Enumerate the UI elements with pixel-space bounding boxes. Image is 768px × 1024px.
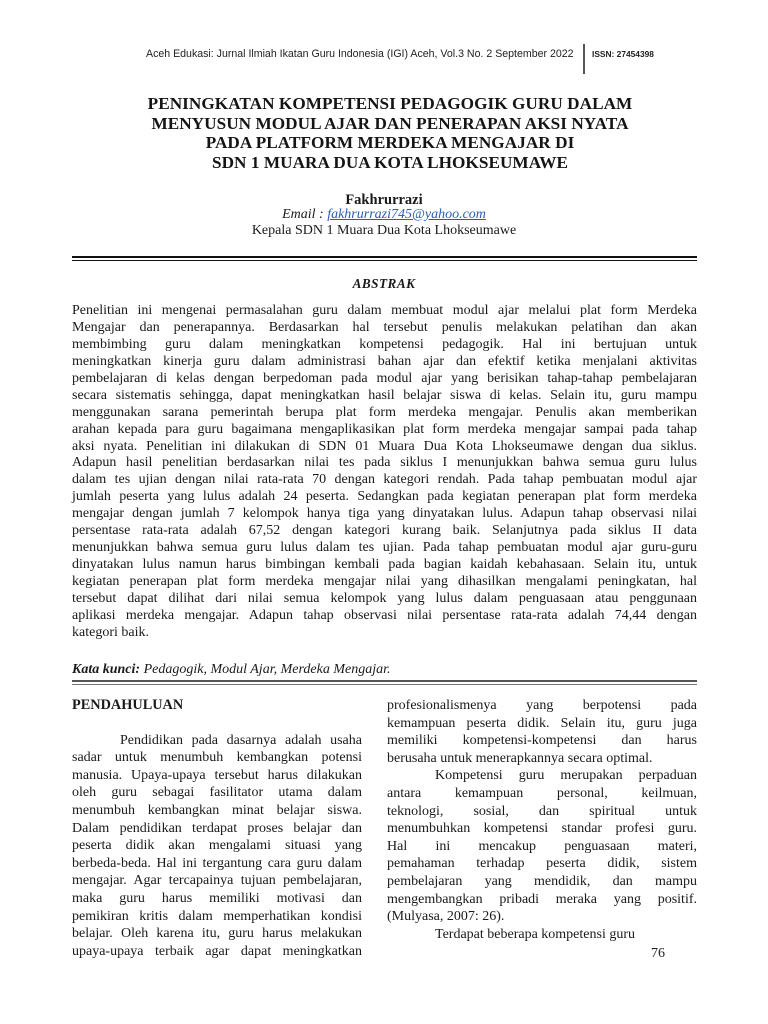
- body-line: Dalam pendidikan terdapat proses belajar dan: [72, 820, 362, 836]
- abstract-line: Mengajar dan penerapannya. Berdasarkan hal tersebut penulis melakukan pelatihan dan akan: [72, 319, 697, 335]
- right-column: [387, 697, 697, 943]
- journal-citation: Aceh Edukasi: Jurnal Ilmiah Ikatan Guru Indonesia (IGI) Aceh, Vol.3 No. 2 September 2022: [146, 48, 574, 60]
- email-link[interactable]: fakhrurrazi745@yahoo.com: [327, 207, 486, 222]
- author-name: Fakhrurrazi: [345, 192, 423, 208]
- body-line: (Mulyasa, 2007: 26).: [387, 909, 505, 925]
- body-line: Terdapat beberapa kompetensi guru: [435, 926, 635, 942]
- title-line: MENYUSUN MODUL AJAR DAN PENERAPAN AKSI NYATA: [151, 113, 629, 133]
- title-line: SDN 1 MUARA DUA KOTA LHOKSEUMAWE: [211, 152, 569, 172]
- abstract-line: menggunakan sarana pemerintah berupa plat form merdeka mengajar. Penulis akan memberikan: [72, 404, 697, 420]
- body-line: berusaha untuk menerapkannya secara optimal.: [387, 750, 653, 766]
- running-header: [0, 40, 768, 70]
- abstract-line: menunjukkan bahwa semua guru lulus dalam tes ujian. Pada tahap pembuatan modul ajar guru-guru: [72, 540, 697, 556]
- abstract-line: aksi nyata. Penelitian ini dilakukan di SDN 01 Muara Dua Kota Lhokseumawe dengan dua siklus.: [72, 438, 697, 454]
- paper-title: [100, 94, 680, 172]
- abstract-line: arahan kepada para guru bagaimana mengaplikasikan plat form merdeka mengajar sampai pada tahap: [72, 421, 697, 437]
- author-email-line: [0, 207, 768, 223]
- author-affiliation: Kepala SDN 1 Muara Dua Kota Lhokseumawe: [251, 223, 517, 238]
- body-line: belajar. Oleh karena itu, guru harus melakukan: [72, 926, 362, 942]
- body-line: Hal ini mencakup penguasaan materi,: [387, 838, 697, 854]
- keywords-label: Kata kunci:: [72, 662, 141, 677]
- abstract-line: pembelajaran di kelas dengan berpedoman pada modul ajar yang berisikan tahap-tahap pembelajaran: [72, 370, 697, 386]
- abstract-line: dinyatakan lulus namun harus bimbingan kembali pada bagian kaidah kebahasaan. Selain itu, untuk: [72, 557, 697, 573]
- header-separator: [583, 44, 585, 74]
- body-line: pemikiran kritis dalam memperhatikan kondisi: [72, 908, 362, 924]
- abstract-line: meningkatkan kinerja guru dalam administrasi bahan ajar dan efektif ketika menjalani aktivitas: [72, 353, 697, 369]
- body-line: Kompetensi guru merupakan perpaduan: [435, 768, 697, 784]
- body-line: profesionalismenya yang berpotensi pada: [387, 698, 697, 713]
- abstract-body: [72, 303, 697, 642]
- abstract-line: persentase rata-rata adalah 67,52 dengan kategori kurang baik. Selanjutnya pada siklus II data: [72, 523, 697, 539]
- abstract-line: membimbing guru dalam meningkatkan kompetensi pedagogik. Hal ini bertujuan untuk: [72, 336, 697, 352]
- keywords: [72, 662, 390, 678]
- body-line: teknologi, sosial, dan spiritual untuk: [387, 803, 697, 819]
- body-line: pembelajaran yang mendidik, dan mampu: [387, 873, 697, 889]
- body-line: upaya-upaya terbaik agar dapat meningkatkan: [72, 943, 362, 959]
- body-line: kemampuan peserta didik. Selain itu, guru juga: [387, 715, 697, 731]
- title-divider: [72, 256, 697, 261]
- body-line: memiliki kompetensi-kompetensi dan harus: [387, 733, 697, 749]
- abstract-line: dalam tes ujian dengan nilai rata-rata 70 dengan kategori rendah. Pada tahap pembuatan modul ajar: [72, 472, 697, 488]
- body-line: sadar untuk menumbuh kembangkan potensi: [72, 750, 362, 766]
- body-line: pemahaman terhadap peserta didik, sistem: [387, 856, 697, 872]
- abstract-line: kegiatan penerapan plat form merdeka mengajar nilai yang dihasilkan mengalami peningkatan, hal: [72, 574, 697, 589]
- title-line: PENINGKATAN KOMPETENSI PEDAGOGIK GURU DALAM: [147, 94, 633, 113]
- body-line: manusia. Upaya-upaya tersebut harus dilakukan: [72, 767, 362, 783]
- abstract-line: secara sistematis sehingga, dapat meningkatkan hasil belajar siswa di kelas. Selain itu, guru mampu: [72, 387, 697, 403]
- body-line: maka guru harus memiliki motivasi dan: [72, 890, 362, 906]
- abstract-line: mengajar dengan jumlah 7 kelompok hanya tiga yang dinyatakan lulus. Adapun tahap observasi nilai: [72, 506, 697, 522]
- abstract-divider: [72, 680, 697, 685]
- abstract-line: Penelitian ini mengenai permasalahan guru dalam membuat modul ajar melalui plat form Merdeka: [72, 303, 697, 318]
- section-heading: PENDAHULUAN: [72, 697, 184, 713]
- body-line: peserta didik akan mengalami situasi yang: [72, 838, 362, 854]
- body-line: antara kemampuan personal, keilmuan,: [387, 785, 697, 801]
- abstract-line: kategori baik.: [72, 624, 149, 640]
- body-line: menumbuhkan kompetensi standar profesi guru.: [387, 821, 697, 837]
- email-label: Email :: [282, 207, 328, 222]
- body-line: Pendidikan pada dasarnya adalah usaha: [120, 732, 362, 748]
- left-column: [72, 697, 362, 960]
- body-line: berbeda-beda. Hal ini tergantung cara guru dalam: [72, 855, 362, 871]
- body-line: oleh guru sebagai fasilitator utama dalam: [72, 785, 362, 801]
- body-line: menumbuh kembangkan minat belajar siswa.: [72, 802, 362, 818]
- abstract-line: Adapun hasil penelitian berdasarkan nilai tes pada siklus I menunjukkan bahwa semua guru lulus: [72, 455, 697, 471]
- abstract-heading: ABSTRAK: [352, 276, 416, 291]
- keywords-value: Pedagogik, Modul Ajar, Merdeka Mengajar.: [140, 662, 391, 677]
- title-line: PADA PLATFORM MERDEKA MENGAJAR DI: [205, 133, 575, 153]
- left-column-text: [72, 732, 362, 961]
- abstract-line: aplikasi merdeka mengajar. Adapun tahap observasi nilai persentase rata-rata adalah 74,44 dengan: [72, 607, 697, 623]
- body-line: mengembangkan pribadi meraka yang positif.: [387, 891, 697, 907]
- issn-label: ISSN: 27454398: [592, 49, 654, 59]
- abstract-line: tersebut dapat dilihat dari nilai semua kelompok yang lulus dalam penguasaan atau penggunaan: [72, 590, 697, 606]
- page-number: 76: [651, 946, 665, 961]
- body-line: mengajar. Agar tercapainya tujuan pembelajaran,: [72, 873, 362, 889]
- abstract-line: jumlah peserta yang lulus adalah 24 peserta. Sedangkan pada kegiatan penerapan plat form merdeka: [72, 489, 697, 505]
